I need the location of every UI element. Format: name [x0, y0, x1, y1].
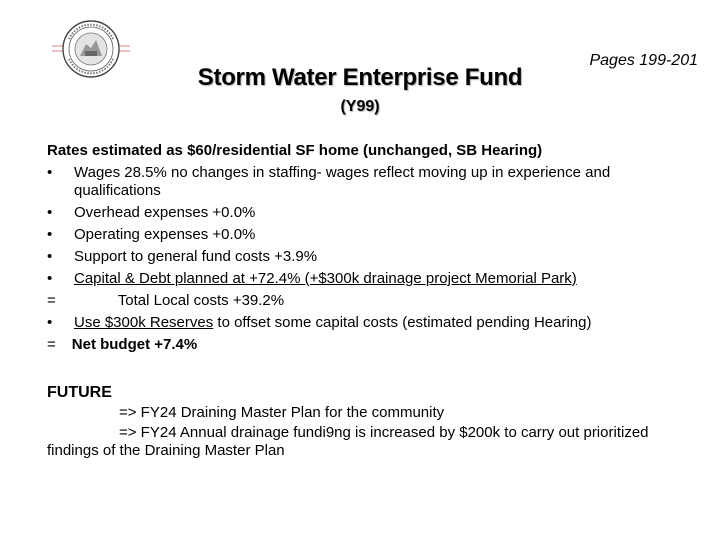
equals-marker: = — [47, 292, 56, 309]
total-local-text: Total Local costs +39.2% — [117, 292, 285, 309]
net-budget-text: Net budget +7.4% — [71, 336, 198, 353]
bullet-item — [47, 248, 687, 266]
bullet-marker: • — [47, 314, 53, 331]
total-local-row — [47, 292, 687, 310]
reserves-underlined-text: Use $300k Reserves — [74, 314, 214, 331]
slide-title: Storm Water Enterprise Fund — [197, 64, 523, 91]
bullet-marker: • — [47, 248, 53, 265]
slide-subtitle: (Y99) — [340, 98, 380, 115]
bullet-text-underlined: Capital & Debt planned at +72.4% (+$300k drainage project Memorial Park) — [74, 270, 577, 287]
future-item: => FY24 Annual drainage fundi9ng is increased by $200k to carry out prioritized findings of the Draining Master Plan — [47, 424, 649, 459]
net-budget-row — [47, 336, 687, 354]
reserves-rest-text: to offset some capital costs (estimated pending Hearing) — [213, 314, 592, 331]
bullet-item — [47, 270, 687, 288]
bullet-marker: • — [47, 204, 53, 221]
equals-marker: = — [47, 336, 56, 353]
bullet-marker: • — [47, 270, 53, 287]
slide-body — [47, 142, 687, 462]
bullet-item — [47, 204, 687, 222]
future-item: => FY24 Draining Master Plan for the community — [119, 404, 445, 421]
bullet-text: Wages 28.5% no changes in staffing- wages reflect moving up in experience and qualifications — [74, 164, 611, 199]
bullet-marker: • — [47, 226, 53, 243]
future-heading: FUTURE — [47, 384, 112, 401]
bullet-item — [47, 164, 687, 200]
bullet-item — [47, 226, 687, 244]
bullet-item — [47, 314, 687, 332]
bullet-marker: • — [47, 164, 53, 181]
bullet-text: Support to general fund costs +3.9% — [74, 248, 318, 265]
page-reference: Pages 199-201 — [589, 52, 698, 69]
bullet-text: Overhead expenses +0.0% — [74, 204, 256, 221]
bullet-text: Operating expenses +0.0% — [74, 226, 256, 243]
rates-lead: Rates estimated as $60/residential SF home (unchanged, SB Hearing) — [47, 142, 543, 159]
